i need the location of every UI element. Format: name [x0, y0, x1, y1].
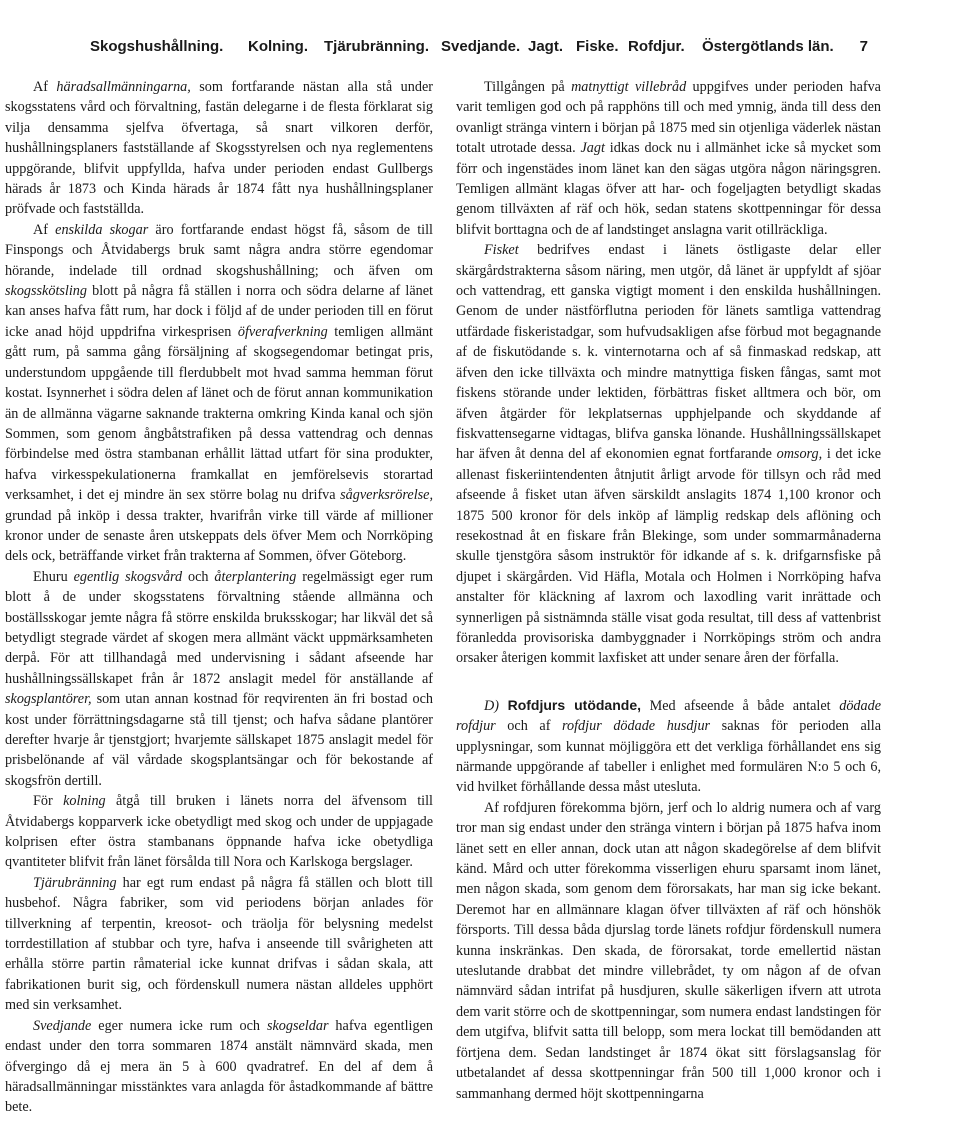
header-topic: Jagt. [528, 38, 564, 55]
header-region: Östergötlands län. [702, 38, 834, 55]
paragraph: Svedjande eger numera icke rum och skogseldar hafva egentligen endast under den torra sommaren 1874 anstält nämnvärd skada, men öfvergingo då ej mera än 5 à 600 qvadratref. En del af dem å häradsallmänningar misstänktes vara anlagda för åstadkommande af bättre bete. [5, 1017, 433, 1116]
paragraph: Af rofdjuren förekomma björn, jerf och lo aldrig numera och af varg tror man sig endast under den stränga vintern i början på 1875 hafva inom länet sett en eller annan, dock utan att någon skadegörelse af dem blifvit känd. Mård och utter förekomma visserligen ehuru sparsamt inom länet, men någon skada, som genom dem förorsakats, har man sig icke bekant. Deremot har en allmännare klagan öfver tillväxten af räf och hönshök försports. Till dessa båda djurslag torde länets rofdjur fördenskull numera kunna inskränkas. Den skada, de förorsakat, torde emellertid nästan uteslutande drabbat det mindre villebrådet, ty om någon af de ofvan nämnvärd sådan intrifat på husdjuren, skulle säkerligen ifvern att utrota dem varit större och de skottpenningar, som numera endast landstingen för dem utgifva, blifvit satta till belopp, som mera lockat till bemödanden att förtjena dem. Sedan landstinget år 1874 ökat sitt förslagsanslag för utbetalandet af dessa skottpenningar från 500 till 1,000 kronor och i sammanhang dermed höjt skottpenningarna [456, 799, 881, 1102]
paragraph: Tillgången på matnyttigt villebråd uppgifves under perioden hafva varit temligen god och på rapphöns till och med ymnig, ända till dess den ovanligt stränga vintern i början på 1875 med sin otjenliga väderlek nästan totalt utrotade dessa. Jagt idkas dock nu i allmänhet icke så mycket som förr och ingenstädes inom länet kan den sägas utgöra någon näringsgren. Temligen allmänt klagas öfver att har- och fogeljagten betydligt skadas genom tillväxten af räf och hök, sedan statens skottpenningar för dessa blifvit borttagna och de af landstinget anslagna varit otillräckliga. [456, 79, 881, 238]
header-topic: Kolning. [248, 38, 308, 55]
paragraph: Tjärubränning har egt rum endast på några få ställen och blott till husbehof. Några fabriker, som vid periodens början anlades för tillverkning af terpentin, kreosot- och träolja för belysning medelst torrdestillation af stubbar och tyre, hafva i anseende till svårigheten att erhålla större partin råmaterial icke kunnat drifvas i sådan skala, att fabrikationen burit sig, och fördenskull numera nästan alldeles upphört med sin verksamhet. [5, 874, 433, 1014]
paragraph: Af häradsallmänningarna, som fortfarande nästan alla stå under skogsstatens vård och förvaltning, fastän delegarne i de flesta förklarat sig vilja densamma sjelfva öfvertaga, så snart vilkoren derför, hushållningsplaners fastställande af Skogsstyrelsen och nya reglementens uppgörande, blifvit uppfyllda, hafva under perioden endast Gullbergs härads år 1873 och Kinda härads år 1874 fått nya hushållningsplaner pröfvade och fastställda. [5, 79, 433, 218]
section-paragraph: D) Rofdjurs utödande, Med afseende å både antalet dödade rofdjur och af rofdjur dödade husdjur saknas för perioden alla upplysningar, som kunnat möjliggöra ett det verkliga förhållandet ens sig närmande uppgörande af tabeller i enlighet med formulären N:o 5 och 6, vid hvilket förhållande dessa måst utesluta. [456, 696, 882, 796]
paragraph: Ehuru egentlig skogsvård och återplantering regelmässigt eger rum blott å de under skogsstatens förvaltning stående allmänna och boställsskogar jemte några få större enskilda bruksskogar; har likväl det så betydligt stegrade värdet af skogen mera allmänt väckt uppmärksamheten derpå. För att tillhandagå med undervisning i sådant afseende har hushållningssällskapet från år 1872 anslagit medel för anställande af skogsplantörer, som utan annan kostnad för reqvirenten än fri bostad och kost under förrättningsdagarne stå till tjenst; och hafva sådane plantörer derefter hvarje år tjenstgjort; hvarjemte sällskapet 1875 anslagit medel för prisbelönande af väl vårdade skogsplantsängar och för bekostande af skogsfrön dertill. [5, 568, 433, 789]
section-label: D) [484, 697, 499, 714]
header-topic: Skogshushållning. [90, 38, 224, 55]
header-topic: Tjärubränning. [324, 38, 429, 55]
right-column [456, 77, 881, 1104]
header-topic: Rofdjur. [628, 38, 685, 55]
left-column [5, 77, 433, 1118]
paragraph: Fisket bedrifves endast i länets östligaste delar eller skärgårdstrakterna såsom näring, men utgör, då länet är uppfyldt af sjöar och vattendrag, ett ganska vigtigt moment i den enskilda hushållningen. Genom de under nästförflutna perioden för länets samtliga vattendrag utfärdade fiskeristadgar, som hufvudsakligen afse förbud mot begagnande af de fiskutödande s. k. vinternotarna och af så finmaskad redskap, att äfven den icke tillväxta och mindre matnyttiga fisken fångas, samt mot fiskens störande under lektiden, förbättras fisket alltmera och bör, om äfven åtgärder för lekplatsernas upphjelpande och skyddande af fiskvattensegarne vidtagas, blifva ganska lönande. Hushållningssällskapet har äfven åt denna del af ekonomien egnat fortfarande omsorg, i det icke allenast fiskeriintendenten åtnjutit årligt arvode för tillsyn och råd med afseende å fisket utan äfven särskildt anslagits 1874 1,100 kronor och 1875 500 kronor för dels inköp af lämplig redskap dels aflöning och resekostnad åt en fiskare från Blekinge, som under sommarmånaderna skulle tjenstgöra såsom instruktör för idkande af s. k. drifgarnsfiske på djupet i skärgården. Vid Häfla, Motala och Holmen i Norrköping hafva anstalter för kläckning af laxrom och laxodling varit inrättade och synnerligen på sistnämnda ställe visat goda resultat, till dess af vattenbrist föranledda provisoriska dambyggnader i Norrköpings ström och andra orsaker återigen kommit laxfisket att under senare åren der förfalla. [456, 242, 881, 667]
paragraph: För kolning åtgå till bruken i länets norra del äfvensom till Åtvidabergs kopparverk icke obetydligt med skog och under de uppjagade kolprisen efter östra stambanans öppnande hafva icke obetydliga qvantiteter blifvit från länet försålda till Nora och Karlskoga bergslager. [5, 793, 433, 871]
page-number: 7 [859, 38, 868, 55]
paragraph: Af enskilda skogar äro fortfarande endast högst få, såsom de till Finspongs och Åtvidabergs bruk samt några andra större egendomar hörande, indelade till ordnad skogshushållning; och äfven om skogsskötsling blott på några få ställen i norra och södra delarne af länet kan anses hafva fått rum, har dock i följd af de under perioden till en förut icke anad höjd uppdrifna virkesprisen öfverafverkning temligen allmänt gått rum, på samma gång försäljning af skogsegendomar betingat pris, understundom uppgående till flerdubbelt mot hvad samma hemman förut kostat. Isynnerhet i södra delen af länet och de förut annan kommunikation än de allmänna vägarne saknande trakterna omkring Kinda kanal och sjön Sommen, som genom ångbåtstrafiken på dessa vattendrag och dennas förbindelse med östra stambanan erhållit lättad utfart för sina produkter, hafva virkesspekulationerna framkallat en jemförelsevis storartad verksamhet, i det ej mindre än sex större bolag nu drifva sågverksrörelse, grundad på inköp i dessa trakter, hvarifrån virke till värde af millioner kronor under de senaste åren utskeppats dels öfver Mem och Norrköping dels ock, beträffande virket från trakterna af Sommen, öfver Göteborg. [5, 221, 433, 565]
running-header [90, 38, 868, 62]
header-topic: Fiske. [576, 38, 619, 55]
section-heading: Rofdjurs utödande, [507, 696, 642, 713]
header-topic: Svedjande. [441, 38, 521, 55]
